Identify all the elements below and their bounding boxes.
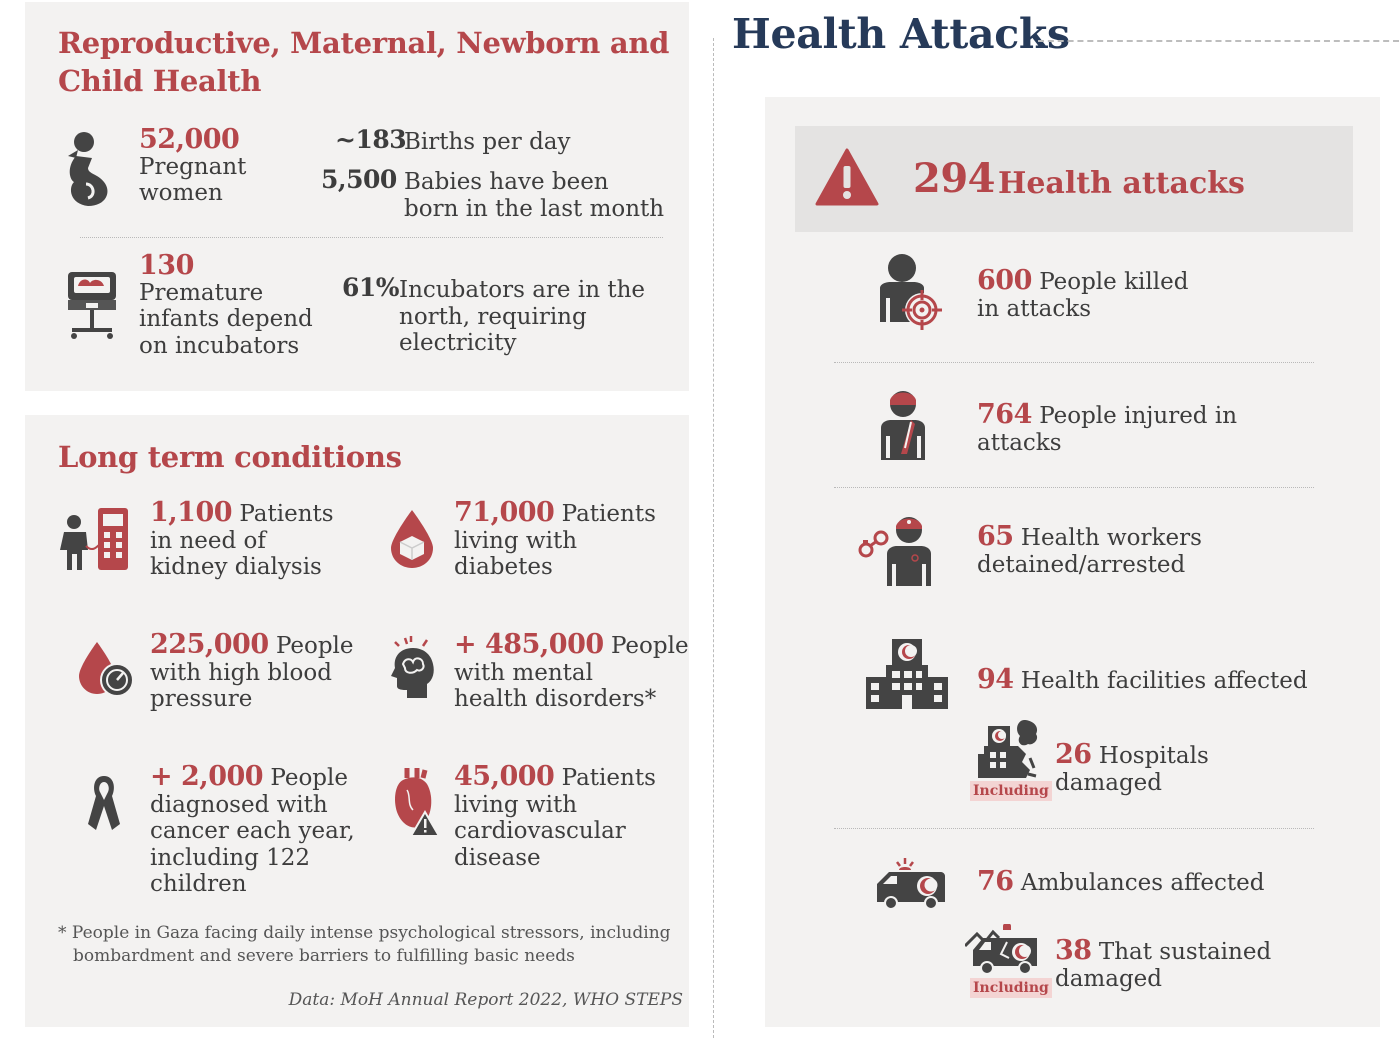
hospitals-damaged-stat: 26 Hospitals damaged bbox=[1055, 739, 1209, 796]
total-attacks-label: Health attacks bbox=[998, 166, 1245, 201]
cancer-stat: + 2,000 People diagnosed with cancer each year, including 122 children bbox=[150, 761, 355, 897]
column-divider bbox=[713, 38, 714, 1038]
health-facility-building-icon bbox=[866, 637, 948, 709]
incubators-label: Incubators are in the north, requiring electricity bbox=[399, 277, 646, 356]
damaged-ambulance-icon bbox=[965, 924, 1043, 978]
cancer-ribbon-icon bbox=[86, 774, 122, 832]
dialysis-icon bbox=[58, 506, 130, 572]
person-target-icon bbox=[876, 252, 946, 336]
incubators-value: 61% bbox=[342, 273, 400, 302]
injured-person-icon bbox=[877, 388, 931, 462]
killed-stat: 600 People killed in attacks bbox=[977, 265, 1189, 322]
blood-pressure-stat: 225,000 People with high blood pressure bbox=[150, 629, 354, 712]
incubator-icon bbox=[66, 270, 118, 340]
attacks-divider-2 bbox=[834, 487, 1314, 488]
title-dash-rule bbox=[1038, 40, 1399, 42]
births-label: Births per day bbox=[404, 129, 571, 155]
babies-value: 5,500 bbox=[321, 165, 397, 194]
pregnant-stat: 52,000 Pregnant women bbox=[139, 124, 247, 206]
ambulances-including-badge: Including bbox=[970, 978, 1052, 998]
attacks-divider-3 bbox=[834, 828, 1314, 829]
diabetes-stat: 71,000 Patients living with diabetes bbox=[454, 497, 656, 580]
injured-stat: 764 People injured in attacks bbox=[977, 399, 1238, 456]
babies-label: Babies have been born in the last month bbox=[404, 169, 665, 222]
heart-warning-icon bbox=[393, 766, 441, 840]
premature-stat: 130 Premature infants depend on incubators bbox=[139, 250, 313, 359]
cardiovascular-stat: 45,000 Patients living with cardiovascular disease bbox=[454, 761, 656, 871]
damaged-hospital-icon bbox=[978, 718, 1042, 780]
ltc-title: Long term conditions bbox=[58, 440, 402, 474]
detained-stat: 65 Health workers detained/arrested bbox=[977, 521, 1202, 578]
hospitals-including-badge: Including bbox=[970, 781, 1052, 801]
warning-triangle-icon bbox=[815, 148, 879, 206]
attacks-divider-1 bbox=[834, 362, 1314, 363]
ambulance-icon bbox=[875, 856, 947, 912]
pregnant-woman-icon bbox=[62, 130, 112, 208]
ambulances-stat: 76 Ambulances affected bbox=[977, 866, 1265, 897]
total-attacks-banner bbox=[795, 126, 1353, 232]
ambulances-damaged-stat: 38 That sustained damaged bbox=[1055, 935, 1272, 992]
facilities-stat: 94 Health facilities affected bbox=[977, 664, 1308, 695]
detained-worker-handcuffs-icon bbox=[857, 514, 937, 588]
ltc-footnote: * People in Gaza facing daily intense psychological stressors, including bombardment and severe barriers to fulfilling basic needs bbox=[58, 923, 671, 966]
total-attacks-value: 294 bbox=[913, 155, 995, 202]
health-attacks-title: Health Attacks bbox=[732, 10, 1070, 58]
blood-pressure-icon bbox=[77, 640, 135, 698]
births-value: ~183 bbox=[335, 125, 407, 154]
dialysis-stat: 1,100 Patients in need of kidney dialysis bbox=[150, 497, 334, 580]
mental-health-head-icon bbox=[391, 634, 437, 698]
rmnch-divider bbox=[80, 237, 663, 238]
blood-drop-sugar-icon bbox=[389, 508, 435, 570]
rmnch-title: Reproductive, Maternal, Newborn and Child Health bbox=[58, 26, 670, 98]
data-source: Data: MoH Annual Report 2022, WHO STEPS bbox=[288, 990, 683, 1010]
mental-health-stat: + 485,000 People with mental health disorders* bbox=[454, 629, 689, 712]
